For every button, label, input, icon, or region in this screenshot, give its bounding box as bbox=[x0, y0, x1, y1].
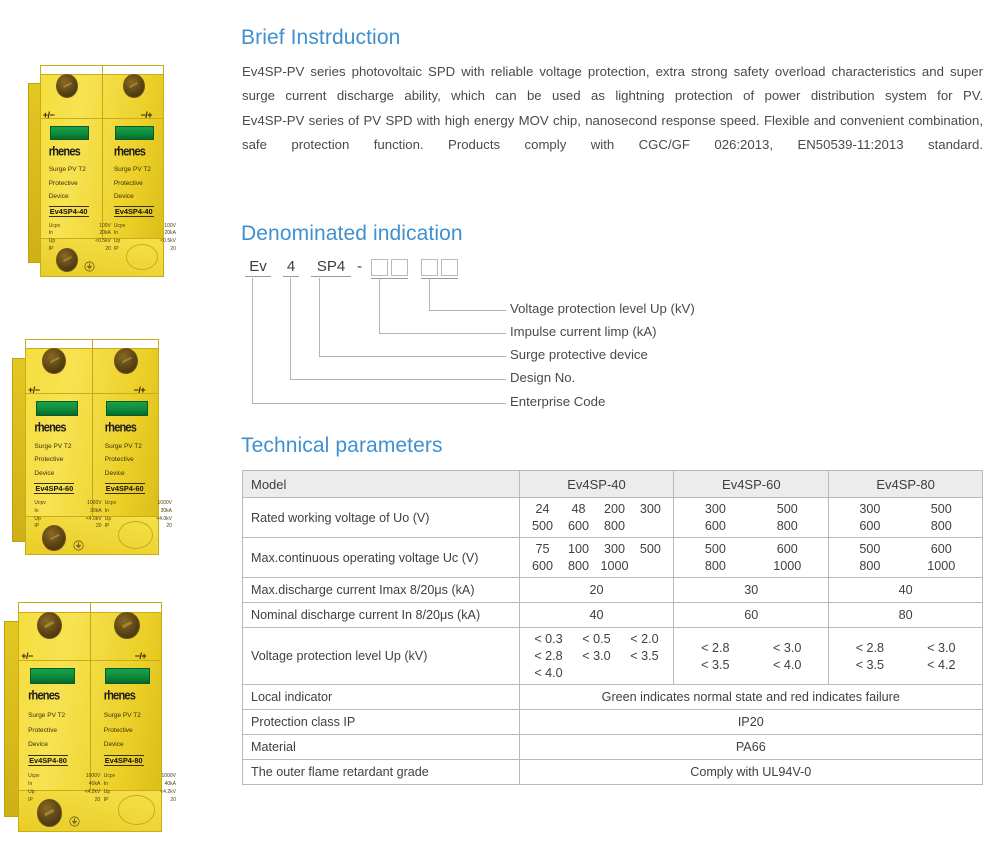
device-spec-key: In bbox=[28, 781, 33, 788]
leader-label-enterprise: Enterprise Code bbox=[510, 394, 606, 409]
content-column bbox=[241, 0, 986, 857]
table-value-item: < 4.2 bbox=[927, 657, 956, 672]
device-line-1: Surge PV T2 bbox=[104, 442, 142, 450]
table-value-item: 24 bbox=[535, 502, 550, 516]
device-model-label: Ev4SP4-40 bbox=[114, 206, 153, 216]
device-spec-key: Up bbox=[28, 788, 35, 795]
device-spec-row bbox=[28, 773, 100, 781]
device-spec-key: IP bbox=[103, 796, 109, 803]
table-value-item: < 3.0 bbox=[927, 640, 956, 655]
device-line-2: Protective bbox=[34, 456, 64, 464]
device-spec-key: In bbox=[48, 230, 53, 237]
device-spec-key: Ucpv bbox=[103, 773, 116, 780]
table-value-item: 75 bbox=[535, 542, 550, 556]
status-indicator-window bbox=[30, 668, 75, 684]
leader-vline-design bbox=[290, 278, 291, 380]
leader-hline-design bbox=[290, 379, 506, 380]
device-spec-key: In bbox=[103, 781, 108, 788]
device-spec-key: Ucpv bbox=[28, 773, 40, 780]
device-spec-value: 30kA bbox=[90, 507, 102, 514]
device-spec-value: 1000V bbox=[87, 500, 102, 507]
code-underline-impulse bbox=[371, 278, 408, 279]
device-spec-key: Up bbox=[48, 238, 56, 244]
device-spec-key: Up bbox=[113, 238, 121, 244]
table-value-item: < 3.5 bbox=[701, 657, 730, 672]
polarity-label-right: −/+ bbox=[140, 110, 152, 120]
device-spec-row bbox=[105, 508, 172, 516]
table-value-item: 500 bbox=[532, 519, 554, 533]
device-spec-row bbox=[105, 500, 172, 508]
brand-logo: rhenes bbox=[103, 689, 136, 703]
device-line-1: Surge PV T2 bbox=[28, 711, 66, 719]
device-spec-block bbox=[28, 773, 100, 804]
device-spec-row bbox=[28, 797, 100, 805]
spd-device bbox=[28, 56, 176, 281]
code-box-voltage-2 bbox=[441, 259, 458, 276]
device-spec-key: Ucpv bbox=[104, 500, 117, 507]
table-cell-merged-value: PA66 bbox=[519, 735, 982, 760]
device-spec-key: Ucpv bbox=[48, 222, 61, 229]
device-spec-key: Up bbox=[103, 788, 111, 795]
table-body bbox=[243, 498, 983, 785]
device-spec-block bbox=[34, 500, 101, 531]
table-row bbox=[243, 685, 983, 710]
device-spec-row bbox=[49, 230, 111, 238]
device-line-3: Device bbox=[28, 741, 48, 749]
table-value-item: 300 bbox=[859, 502, 881, 516]
polarity-label-right: −/+ bbox=[134, 650, 147, 661]
table-value-item: 600 bbox=[859, 519, 881, 533]
polarity-label-right: −/+ bbox=[133, 385, 146, 396]
device-spec-value: 30kA bbox=[160, 507, 172, 514]
device-spec-value: 20 bbox=[170, 796, 176, 803]
brief-instruction-body bbox=[242, 60, 983, 158]
table-cell-parameter: Rated working voltage of Uo (V) bbox=[243, 498, 520, 538]
table-value-item: 500 bbox=[859, 542, 881, 556]
device-spec-row bbox=[104, 797, 176, 805]
device-spec-block bbox=[114, 223, 176, 254]
device-spec-key: Ucpv bbox=[34, 500, 46, 507]
table-value-item: < 2.8 bbox=[855, 640, 885, 655]
brand-logo: rhenes bbox=[34, 421, 66, 435]
status-indicator-window bbox=[50, 126, 88, 141]
leader-hline-device bbox=[319, 356, 506, 357]
table-cell-value: 20 bbox=[519, 578, 674, 603]
table-value-item: 600 bbox=[704, 519, 726, 533]
table-cell-value: 60 bbox=[674, 603, 829, 628]
device-model-label: Ev4SP4-40 bbox=[49, 206, 88, 216]
leader-hline-voltage bbox=[429, 310, 506, 311]
device-spec-value: 20 bbox=[94, 796, 101, 803]
code-box-impulse-2 bbox=[391, 259, 408, 276]
leader-label-device: Surge protective device bbox=[510, 347, 648, 362]
device-spec-row bbox=[28, 789, 100, 797]
device-spec-value: <0.5kV bbox=[95, 238, 111, 244]
table-value-item: < 4.0 bbox=[773, 657, 802, 672]
earth-ground-icon bbox=[69, 814, 80, 825]
device-spec-value: <4.2kV bbox=[160, 788, 176, 795]
table-value-item: 200 bbox=[603, 502, 625, 516]
device-spec-row bbox=[28, 781, 100, 789]
table-header-model: Model bbox=[243, 471, 520, 498]
device-spec-row bbox=[114, 246, 176, 254]
code-box-impulse-1 bbox=[371, 259, 388, 276]
device-spec-value: 100V bbox=[99, 222, 111, 229]
status-indicator-window bbox=[115, 126, 153, 141]
table-cell-value-grid bbox=[674, 628, 829, 685]
device-spec-key: IP bbox=[113, 245, 119, 252]
technical-parameters-title: Technical parameters bbox=[241, 434, 443, 457]
brief-instruction-title: Brief Instrduction bbox=[241, 26, 401, 49]
leader-vline-voltage bbox=[429, 278, 430, 311]
device-line-2: Protective bbox=[104, 456, 134, 464]
table-row bbox=[243, 578, 983, 603]
table-value-item: < 3.5 bbox=[855, 657, 885, 672]
table-cell-parameter: Nominal discharge current In 8/20μs (kA) bbox=[243, 603, 520, 628]
device-spec-value: 20 bbox=[96, 523, 102, 530]
device-spec-key: In bbox=[104, 507, 109, 514]
device-spec-value: 100V bbox=[164, 222, 176, 229]
device-spec-value: <4.0kV bbox=[85, 515, 102, 522]
leader-label-voltage: Voltage protection level Up (kV) bbox=[510, 301, 695, 316]
table-row bbox=[243, 710, 983, 735]
device-spec-row bbox=[104, 781, 176, 789]
table-cell-value-grid bbox=[519, 538, 674, 578]
table-cell-value: 40 bbox=[829, 578, 983, 603]
device-line-1: Surge PV T2 bbox=[113, 166, 151, 174]
device-spec-row bbox=[105, 516, 172, 524]
table-value-item: 100 bbox=[567, 542, 589, 556]
device-model-label: Ev4SP4-60 bbox=[35, 483, 74, 493]
leader-label-design: Design No. bbox=[510, 370, 576, 385]
code-token-device: SP4 bbox=[311, 258, 351, 277]
table-value-item: 300 bbox=[704, 502, 726, 516]
table-value-item: < 4.0 bbox=[534, 666, 563, 680]
device-spec-row bbox=[105, 523, 172, 531]
device-spec-row bbox=[104, 789, 176, 797]
brief-paragraph-1: Ev4SP-PV series photovoltaic SPD with reliable voltage protection, extra strong safety overload characteristics and super surge current discharge ability, which can be used as lightning protection of power distribution system for PV. bbox=[242, 64, 983, 104]
terminal-screw-right-top bbox=[114, 612, 140, 640]
technical-parameters-table bbox=[242, 470, 983, 785]
device-spec-value: 1000V bbox=[157, 500, 172, 507]
table-cell-parameter: Voltage protection level Up (kV) bbox=[243, 628, 520, 685]
device-spec-value: 20 bbox=[105, 245, 111, 252]
device-spec-key: IP bbox=[28, 796, 33, 803]
status-indicator-window bbox=[105, 668, 150, 684]
device-model-label: Ev4SP4-60 bbox=[105, 483, 144, 493]
device-spec-row bbox=[34, 508, 101, 516]
leader-hline-impulse bbox=[379, 333, 506, 334]
device-spec-row bbox=[104, 773, 176, 781]
table-row bbox=[243, 628, 983, 685]
table-cell-value-grid bbox=[674, 498, 829, 538]
table-cell-parameter: Protection class IP bbox=[243, 710, 520, 735]
table-cell-value: 80 bbox=[829, 603, 983, 628]
table-row bbox=[243, 760, 983, 785]
polarity-label-left: +/− bbox=[21, 650, 33, 661]
table-value-item: 1000 bbox=[927, 559, 956, 573]
device-spec-row bbox=[114, 230, 176, 238]
table-cell-parameter: Max.continuous operating voltage Uc (V) bbox=[243, 538, 520, 578]
device-spec-key: Up bbox=[34, 515, 41, 522]
code-underline-voltage bbox=[421, 278, 458, 279]
table-header-ev4sp-80: Ev4SP-80 bbox=[829, 471, 983, 498]
leader-label-impulse: Impulse current limp (kA) bbox=[510, 324, 657, 339]
device-spec-row bbox=[49, 238, 111, 246]
device-spec-row bbox=[49, 246, 111, 254]
device-spec-key: IP bbox=[104, 523, 110, 530]
device-spec-value: 1000V bbox=[85, 773, 101, 780]
device-line-1: Surge PV T2 bbox=[34, 442, 72, 450]
device-spec-key: In bbox=[113, 230, 118, 237]
device-spec-row bbox=[114, 223, 176, 231]
status-indicator-window bbox=[106, 401, 148, 416]
device-spec-value: <0.5kV bbox=[160, 238, 176, 244]
device-line-2: Protective bbox=[28, 726, 57, 734]
table-cell-value: 30 bbox=[674, 578, 829, 603]
code-dash: - bbox=[357, 258, 362, 275]
table-value-item: 600 bbox=[532, 559, 554, 573]
status-indicator-window bbox=[36, 401, 78, 416]
device-spec-key: In bbox=[34, 507, 39, 514]
earth-ground-icon bbox=[73, 538, 84, 549]
device-line-3: Device bbox=[103, 741, 124, 749]
table-value-item: < 3.0 bbox=[773, 640, 802, 655]
table-cell-parameter: The outer flame retardant grade bbox=[243, 760, 520, 785]
terminal-screw-right-top bbox=[123, 74, 145, 98]
brand-logo: rhenes bbox=[28, 689, 60, 703]
code-box-voltage-1 bbox=[421, 259, 438, 276]
table-cell-parameter: Material bbox=[243, 735, 520, 760]
table-cell-value-grid bbox=[519, 498, 674, 538]
device-spec-block bbox=[104, 773, 176, 804]
device-spec-block bbox=[105, 500, 172, 531]
table-row bbox=[243, 735, 983, 760]
leader-vline-device bbox=[319, 278, 320, 357]
denominated-indication-title: Denominated indication bbox=[241, 222, 463, 245]
table-value-item: 500 bbox=[704, 542, 726, 556]
device-spec-value: <4.2kV bbox=[84, 788, 101, 795]
device-spec-value: 20kA bbox=[99, 230, 111, 237]
table-header-ev4sp-60: Ev4SP-60 bbox=[674, 471, 829, 498]
device-line-1: Surge PV T2 bbox=[48, 166, 86, 174]
brief-paragraph-2: Ev4SP-PV series of PV SPD with high energy MOV chip, nanosecond response speed. Flexible and convenient combination, safe protection function. Products comply with CGC/GF 026:2013, EN50539-11:2013 standard. bbox=[242, 112, 983, 153]
table-value-item: < 0.5 bbox=[582, 632, 611, 646]
product-image-ev4sp4-40 bbox=[28, 56, 176, 281]
table-value-item: 800 bbox=[704, 559, 726, 573]
device-spec-key: Up bbox=[104, 515, 112, 522]
table-value-item: 800 bbox=[567, 559, 589, 573]
leader-vline-enterprise bbox=[252, 278, 253, 404]
table-value-item: 800 bbox=[603, 519, 625, 533]
spd-device bbox=[12, 330, 172, 560]
device-spec-row bbox=[34, 516, 101, 524]
device-spec-row bbox=[34, 523, 101, 531]
product-image-ev4sp4-60 bbox=[12, 330, 172, 560]
table-value-item: 500 bbox=[639, 542, 661, 556]
device-spec-row bbox=[114, 238, 176, 246]
table-row bbox=[243, 603, 983, 628]
device-spec-key: IP bbox=[48, 245, 54, 252]
device-line-2: Protective bbox=[113, 179, 143, 187]
table-cell-value-grid bbox=[829, 538, 983, 578]
table-value-item: 800 bbox=[930, 519, 952, 533]
table-cell-merged-value: Green indicates normal state and red indicates failure bbox=[519, 685, 982, 710]
device-spec-block bbox=[49, 223, 111, 254]
device-line-2: Protective bbox=[48, 179, 78, 187]
device-line-3: Device bbox=[48, 193, 69, 201]
device-spec-value: <4.0kV bbox=[156, 515, 172, 522]
table-value-item: 1000 bbox=[600, 559, 629, 573]
table-header-row bbox=[243, 471, 983, 498]
table-header-ev4sp-40: Ev4SP-40 bbox=[519, 471, 674, 498]
device-spec-value: 1000V bbox=[161, 773, 176, 780]
table-cell-merged-value: IP20 bbox=[519, 710, 982, 735]
device-model-label: Ev4SP4-80 bbox=[29, 755, 67, 765]
code-token-enterprise: Ev bbox=[245, 258, 271, 277]
nomenclature-diagram bbox=[241, 258, 986, 418]
table-value-item: 800 bbox=[859, 559, 881, 573]
table-cell-value-grid bbox=[519, 628, 674, 685]
device-line-3: Device bbox=[113, 193, 134, 201]
device-spec-key: IP bbox=[34, 523, 40, 530]
table-value-item: 300 bbox=[603, 542, 625, 556]
device-line-1: Surge PV T2 bbox=[103, 711, 141, 719]
device-model-label: Ev4SP4-80 bbox=[104, 755, 143, 765]
table-cell-merged-value: Comply with UL94V-0 bbox=[519, 760, 982, 785]
code-token-design-no: 4 bbox=[283, 258, 299, 277]
product-image-ev4sp4-80 bbox=[4, 592, 176, 837]
device-spec-value: 40kA bbox=[164, 781, 176, 788]
table-value-item: 500 bbox=[776, 502, 798, 516]
table-cell-parameter: Local indicator bbox=[243, 685, 520, 710]
earth-ground-icon bbox=[84, 259, 95, 270]
device-line-3: Device bbox=[34, 470, 55, 478]
table-value-item: < 3.0 bbox=[582, 649, 611, 663]
table-row bbox=[243, 498, 983, 538]
table-value-item: 500 bbox=[930, 502, 952, 516]
polarity-label-left: +/− bbox=[42, 110, 55, 120]
device-spec-value: 20 bbox=[170, 245, 176, 252]
table-value-item: < 2.0 bbox=[630, 632, 659, 646]
device-spec-value: 20kA bbox=[164, 230, 176, 237]
brand-logo: rhenes bbox=[113, 145, 146, 159]
table-value-item: 1000 bbox=[773, 559, 802, 573]
table-value-item: 48 bbox=[571, 502, 586, 516]
table-value-item: 600 bbox=[776, 542, 798, 556]
table-value-item: 300 bbox=[639, 502, 661, 516]
table-value-item: 800 bbox=[776, 519, 798, 533]
table-row bbox=[243, 538, 983, 578]
table-cell-value-grid bbox=[674, 538, 829, 578]
spd-device bbox=[4, 592, 176, 837]
brand-logo: rhenes bbox=[104, 421, 137, 435]
table-cell-value: 40 bbox=[519, 603, 674, 628]
table-cell-value-grid bbox=[829, 628, 983, 685]
device-spec-value: 40kA bbox=[88, 781, 101, 788]
table-cell-parameter: Max.discharge current Imax 8/20μs (kA) bbox=[243, 578, 520, 603]
device-line-2: Protective bbox=[103, 726, 133, 734]
table-value-item: < 2.8 bbox=[701, 640, 730, 655]
leader-hline-enterprise bbox=[252, 403, 506, 404]
leader-vline-impulse bbox=[379, 278, 380, 334]
device-spec-row bbox=[49, 223, 111, 231]
device-spec-value: 20 bbox=[166, 523, 172, 530]
device-spec-row bbox=[34, 500, 101, 508]
table-value-item: 600 bbox=[930, 542, 952, 556]
table-value-item: < 0.3 bbox=[534, 632, 563, 646]
table-value-item: < 2.8 bbox=[534, 649, 563, 663]
device-line-3: Device bbox=[104, 470, 125, 478]
table-value-item: < 3.5 bbox=[630, 649, 659, 663]
table-cell-value-grid bbox=[829, 498, 983, 538]
table-value-item: 600 bbox=[567, 519, 589, 533]
polarity-label-left: +/− bbox=[28, 385, 40, 396]
brand-logo: rhenes bbox=[48, 145, 80, 159]
device-spec-key: Ucpv bbox=[113, 222, 126, 229]
